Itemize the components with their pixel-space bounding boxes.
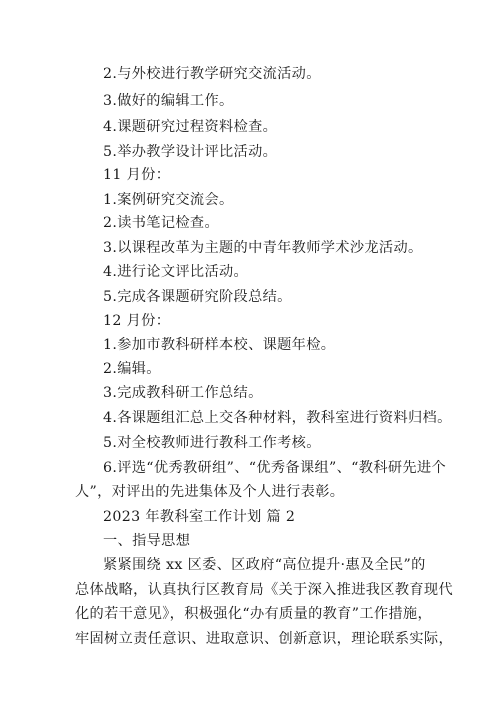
text-line: 2.编辑。: [103, 361, 161, 377]
paragraph-line: 牢固树立责任意识、进取意识、创新意识，理论联系实际，: [75, 631, 453, 647]
text-line: 2.读书笔记检查。: [103, 215, 219, 231]
text-line: 2.与外校进行教学研究交流活动。: [103, 66, 321, 82]
text-line: 5.完成各课题研究阶段总结。: [103, 289, 292, 305]
text-line: 6.评选“优秀教研组”、“优秀备课组”、“教科研先进个: [103, 460, 447, 476]
text-line: 3.完成教科研工作总结。: [103, 385, 263, 401]
text-line: 5.举办教学设计评比活动。: [103, 144, 278, 160]
section-heading: 2023 年教科室工作计划 篇 2: [103, 509, 296, 525]
text-line: 12 月份：: [103, 313, 171, 329]
text-line: 3.以课程改革为主题的中青年教师学术沙龙活动。: [103, 240, 423, 256]
text-line: 11 月份：: [103, 167, 171, 183]
text-line: 4.课题研究过程资料检查。: [103, 119, 278, 135]
text-line: 1.参加市教科研样本校、课题年检。: [103, 337, 336, 353]
text-line: 人”，对评出的先进集体及个人进行表彰。: [75, 484, 345, 500]
text-line: 4.各课题组汇总上交各种材料，教科室进行资料归档。: [103, 410, 452, 426]
paragraph-line: 紧紧围绕 xx 区委、区政府“高位提升·惠及全民”的: [103, 557, 426, 573]
text-line: 4.进行论文评比活动。: [103, 264, 249, 280]
text-line: 3.做好的编辑工作。: [103, 93, 234, 109]
text-line: 1.案例研究交流会。: [103, 192, 234, 208]
text-line: 5.对全校教师进行教科工作考核。: [103, 435, 321, 451]
paragraph-line: 总体战略，认真执行区教育局《关于深入推进我区教育现代: [75, 582, 453, 598]
section-heading: 一、指导思想: [103, 533, 191, 549]
paragraph-line: 化的若干意见》，积极强化“办有质量的教育”工作措施，: [75, 606, 433, 622]
